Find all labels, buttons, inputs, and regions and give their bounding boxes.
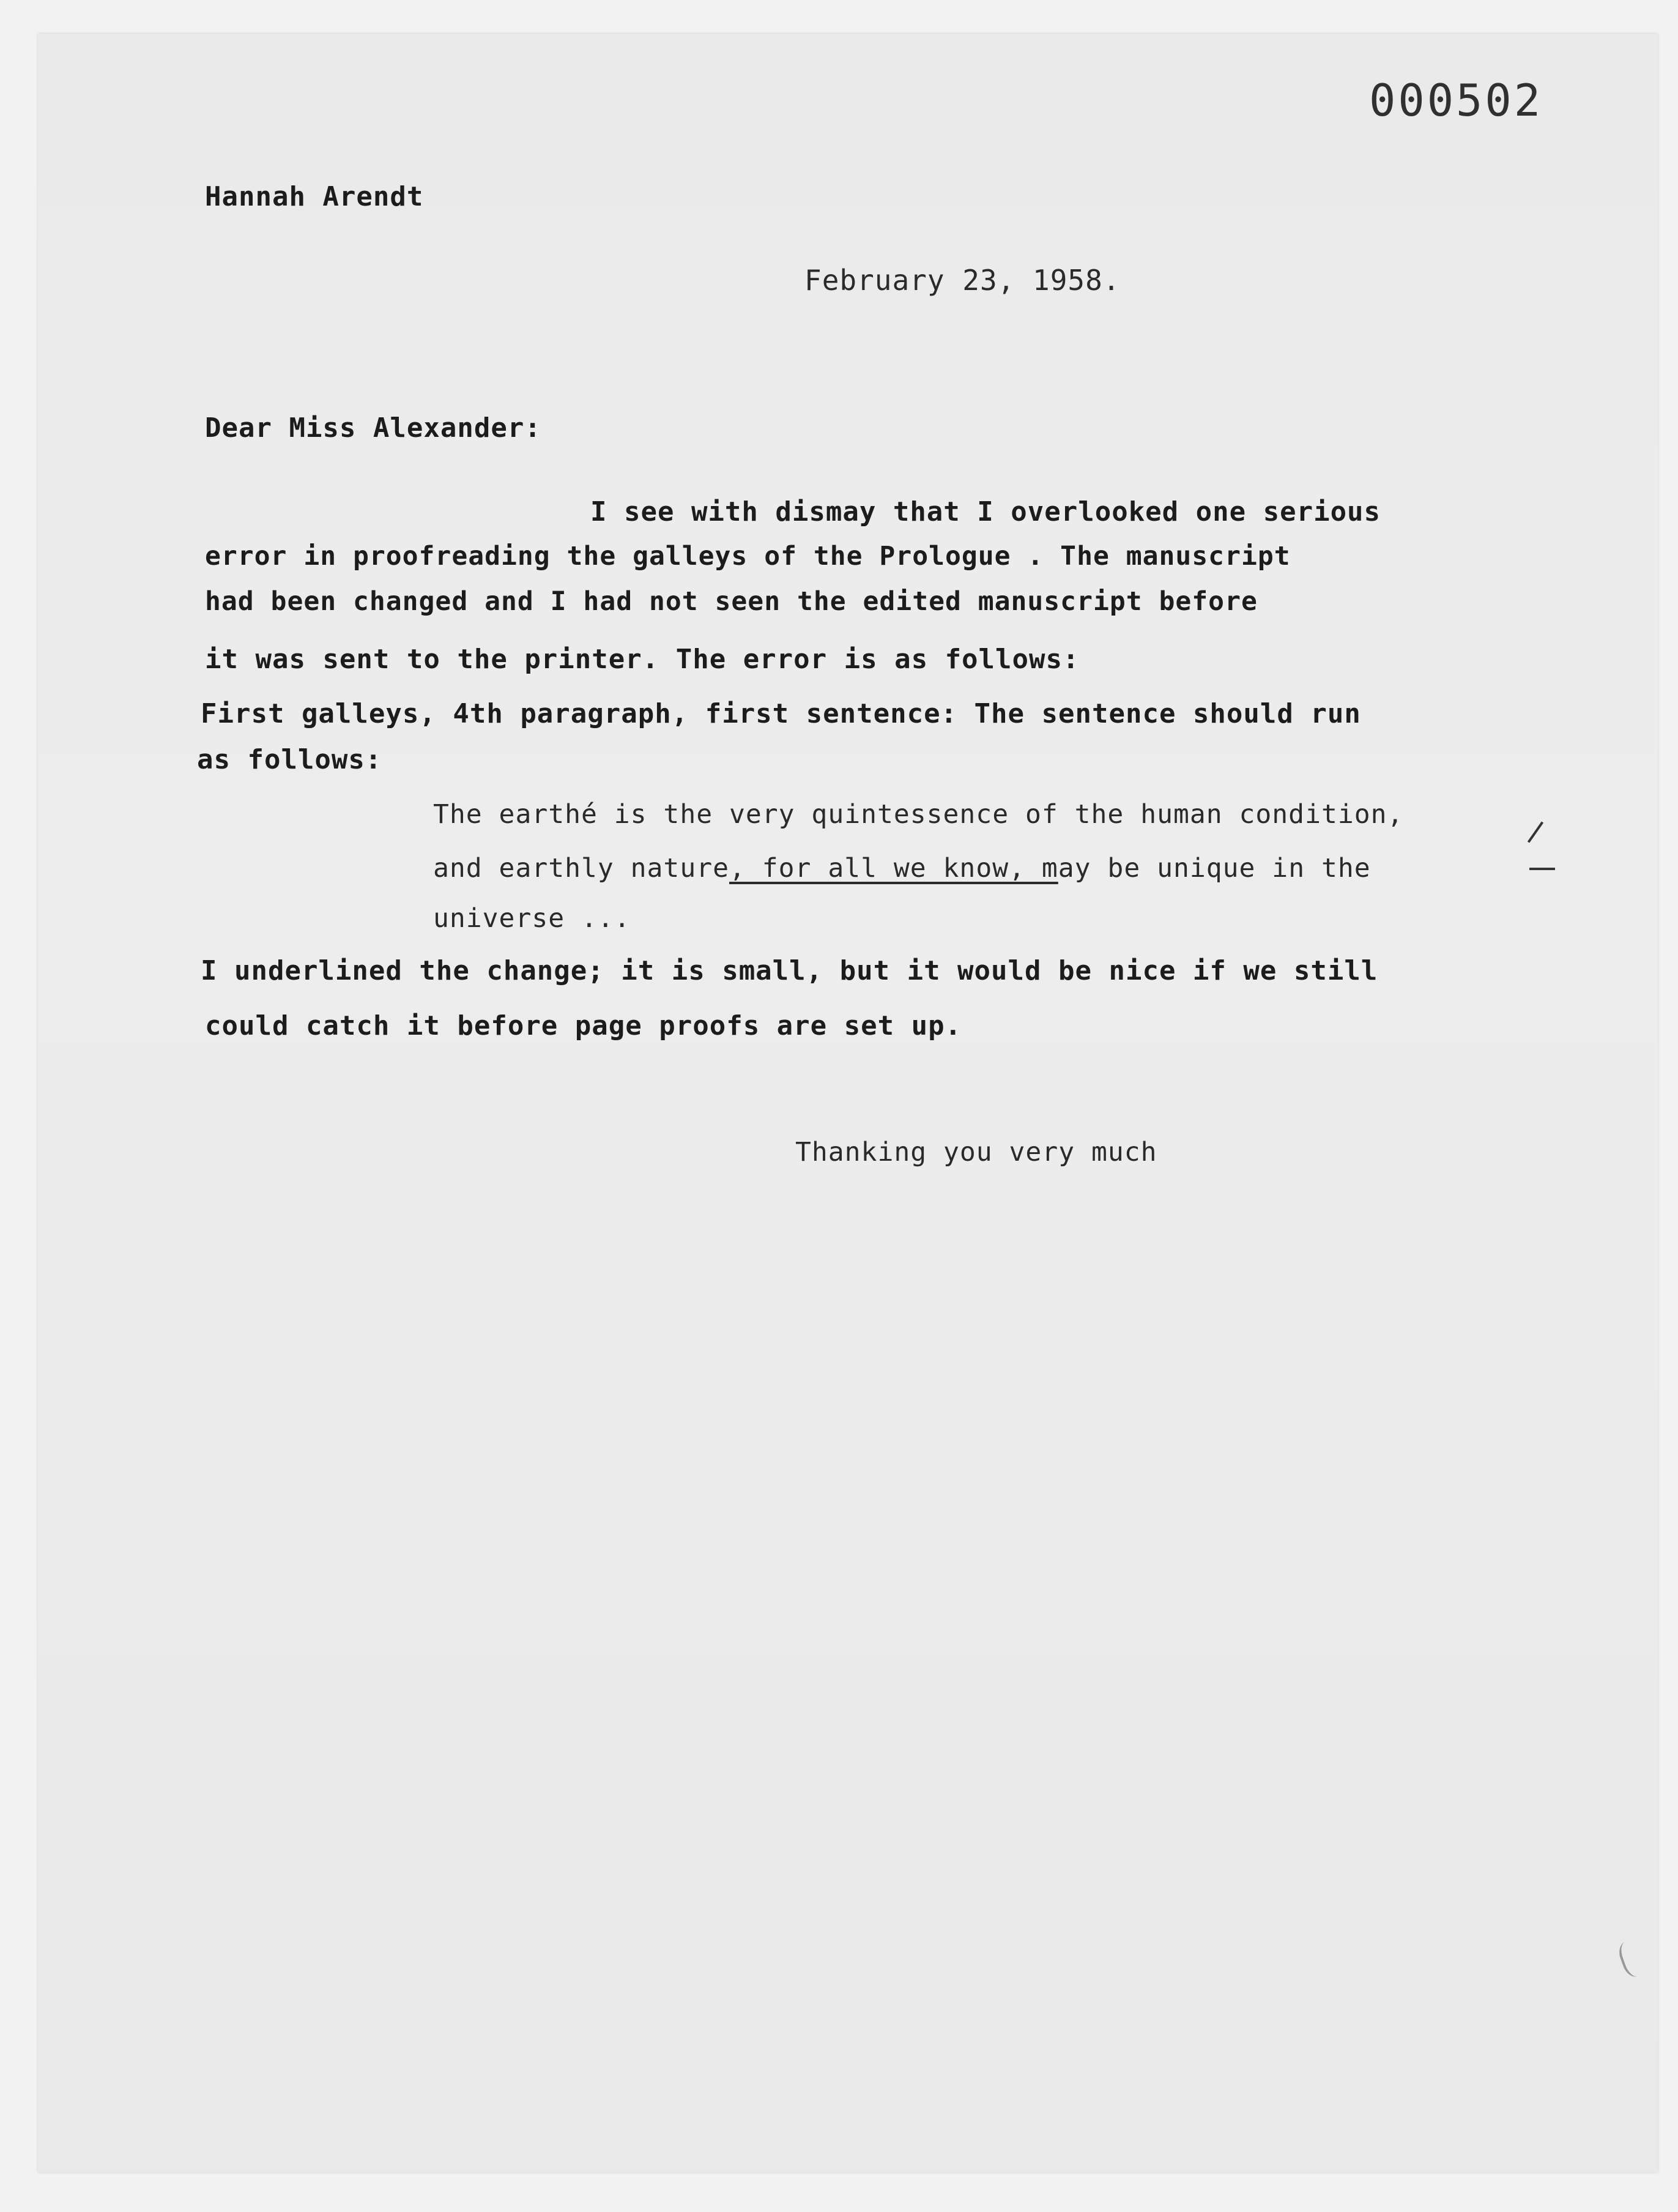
quote-line-3: universe ...: [433, 903, 631, 934]
letter-date: February 23, 1958.: [804, 264, 1121, 297]
body-line-4: it was sent to the printer. The error is as follows:: [205, 644, 1080, 675]
quote-line-2-end: ay be unique in the: [1058, 853, 1371, 884]
body-line-2: error in proofreading the galleys of the Prologue . The manuscript: [205, 541, 1291, 572]
quote-underlined-change: , for all we know, m: [729, 853, 1058, 884]
body-line-1: I see with dismay that I overlooked one serious: [590, 496, 1381, 527]
body-line-6: as follows:: [197, 744, 382, 775]
quote-line-1: The earthé is the very quintessence of the human condition,: [433, 799, 1404, 830]
archive-stamp-number: 000502: [1369, 75, 1543, 126]
signoff: Thanking you very much: [795, 1137, 1157, 1167]
body-line-3: had been changed and I had not seen the edited manuscript before: [205, 586, 1258, 617]
pen-dash-mark: [1529, 868, 1555, 870]
quote-line-2-start: and earthly nature: [433, 853, 729, 884]
closing-line-2: could catch it before page proofs are set up.: [205, 1010, 962, 1041]
body-line-5: First galleys, 4th paragraph, first sentence: The sentence should run: [201, 698, 1361, 729]
quote-line-2: [433, 855, 1371, 882]
sender-name: Hannah Arendt: [205, 181, 424, 212]
salutation: Dear Miss Alexander:: [205, 412, 541, 444]
closing-line-1: I underlined the change; it is small, but it would be nice if we still: [201, 955, 1378, 986]
letter-page: [38, 34, 1658, 2172]
